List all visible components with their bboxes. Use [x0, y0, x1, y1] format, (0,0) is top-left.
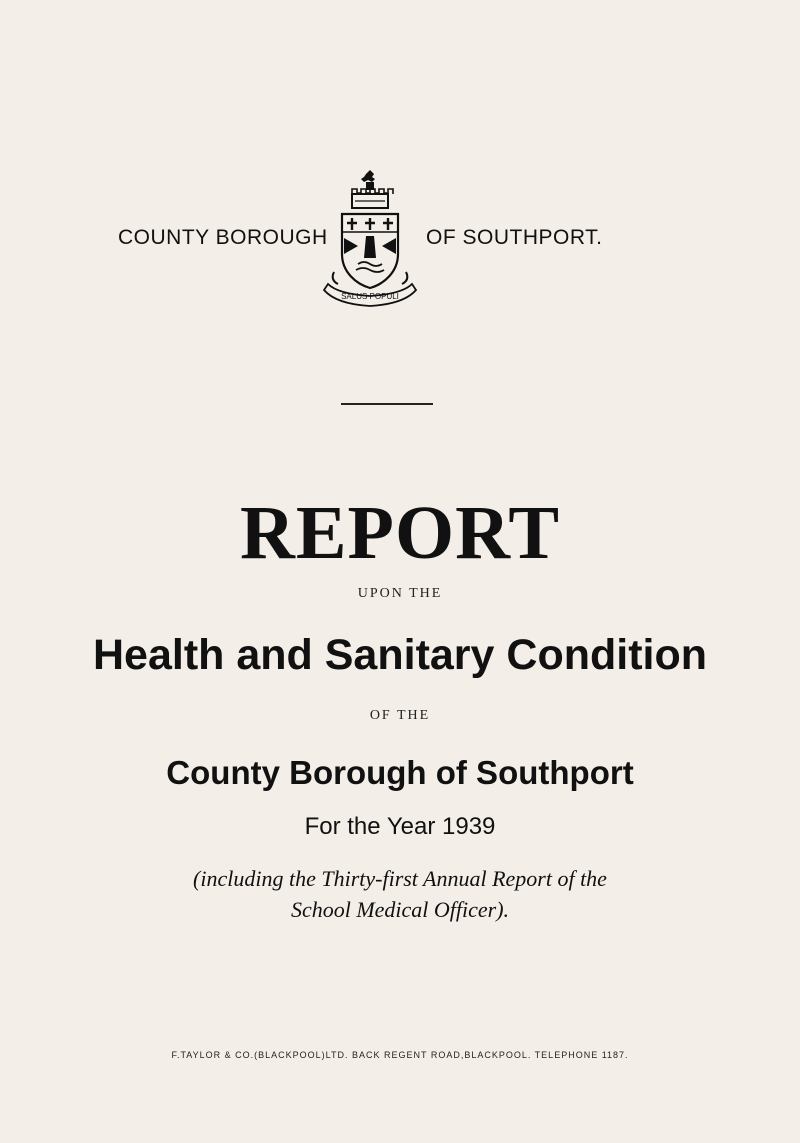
header-county-borough: COUNTY BOROUGH: [118, 226, 328, 249]
borough-name: County Borough of Southport: [166, 754, 634, 791]
header-of-southport: OF SOUTHPORT.: [426, 226, 603, 249]
report-year: For the Year 1939: [304, 813, 496, 840]
of-the-label: OF THE: [369, 708, 431, 723]
borough-crest-icon: [322, 168, 418, 308]
report-note-line-1: (including the Thirty-first Annual Report of the: [193, 866, 607, 891]
printer-imprint: F.TAYLOR & CO.(BLACKPOOL)LTD. BACK REGENT ROAD,BLACKPOOL. TELEPHONE 1187.: [171, 1050, 629, 1060]
report-subject: Health and Sanitary Condition: [93, 631, 707, 679]
crest-motto: SALUS POPULI: [341, 292, 399, 301]
report-note-line-2: School Medical Officer).: [290, 897, 510, 922]
report-title: REPORT: [239, 491, 561, 575]
divider-rule: [341, 403, 433, 405]
upon-the-label: UPON THE: [357, 586, 443, 601]
